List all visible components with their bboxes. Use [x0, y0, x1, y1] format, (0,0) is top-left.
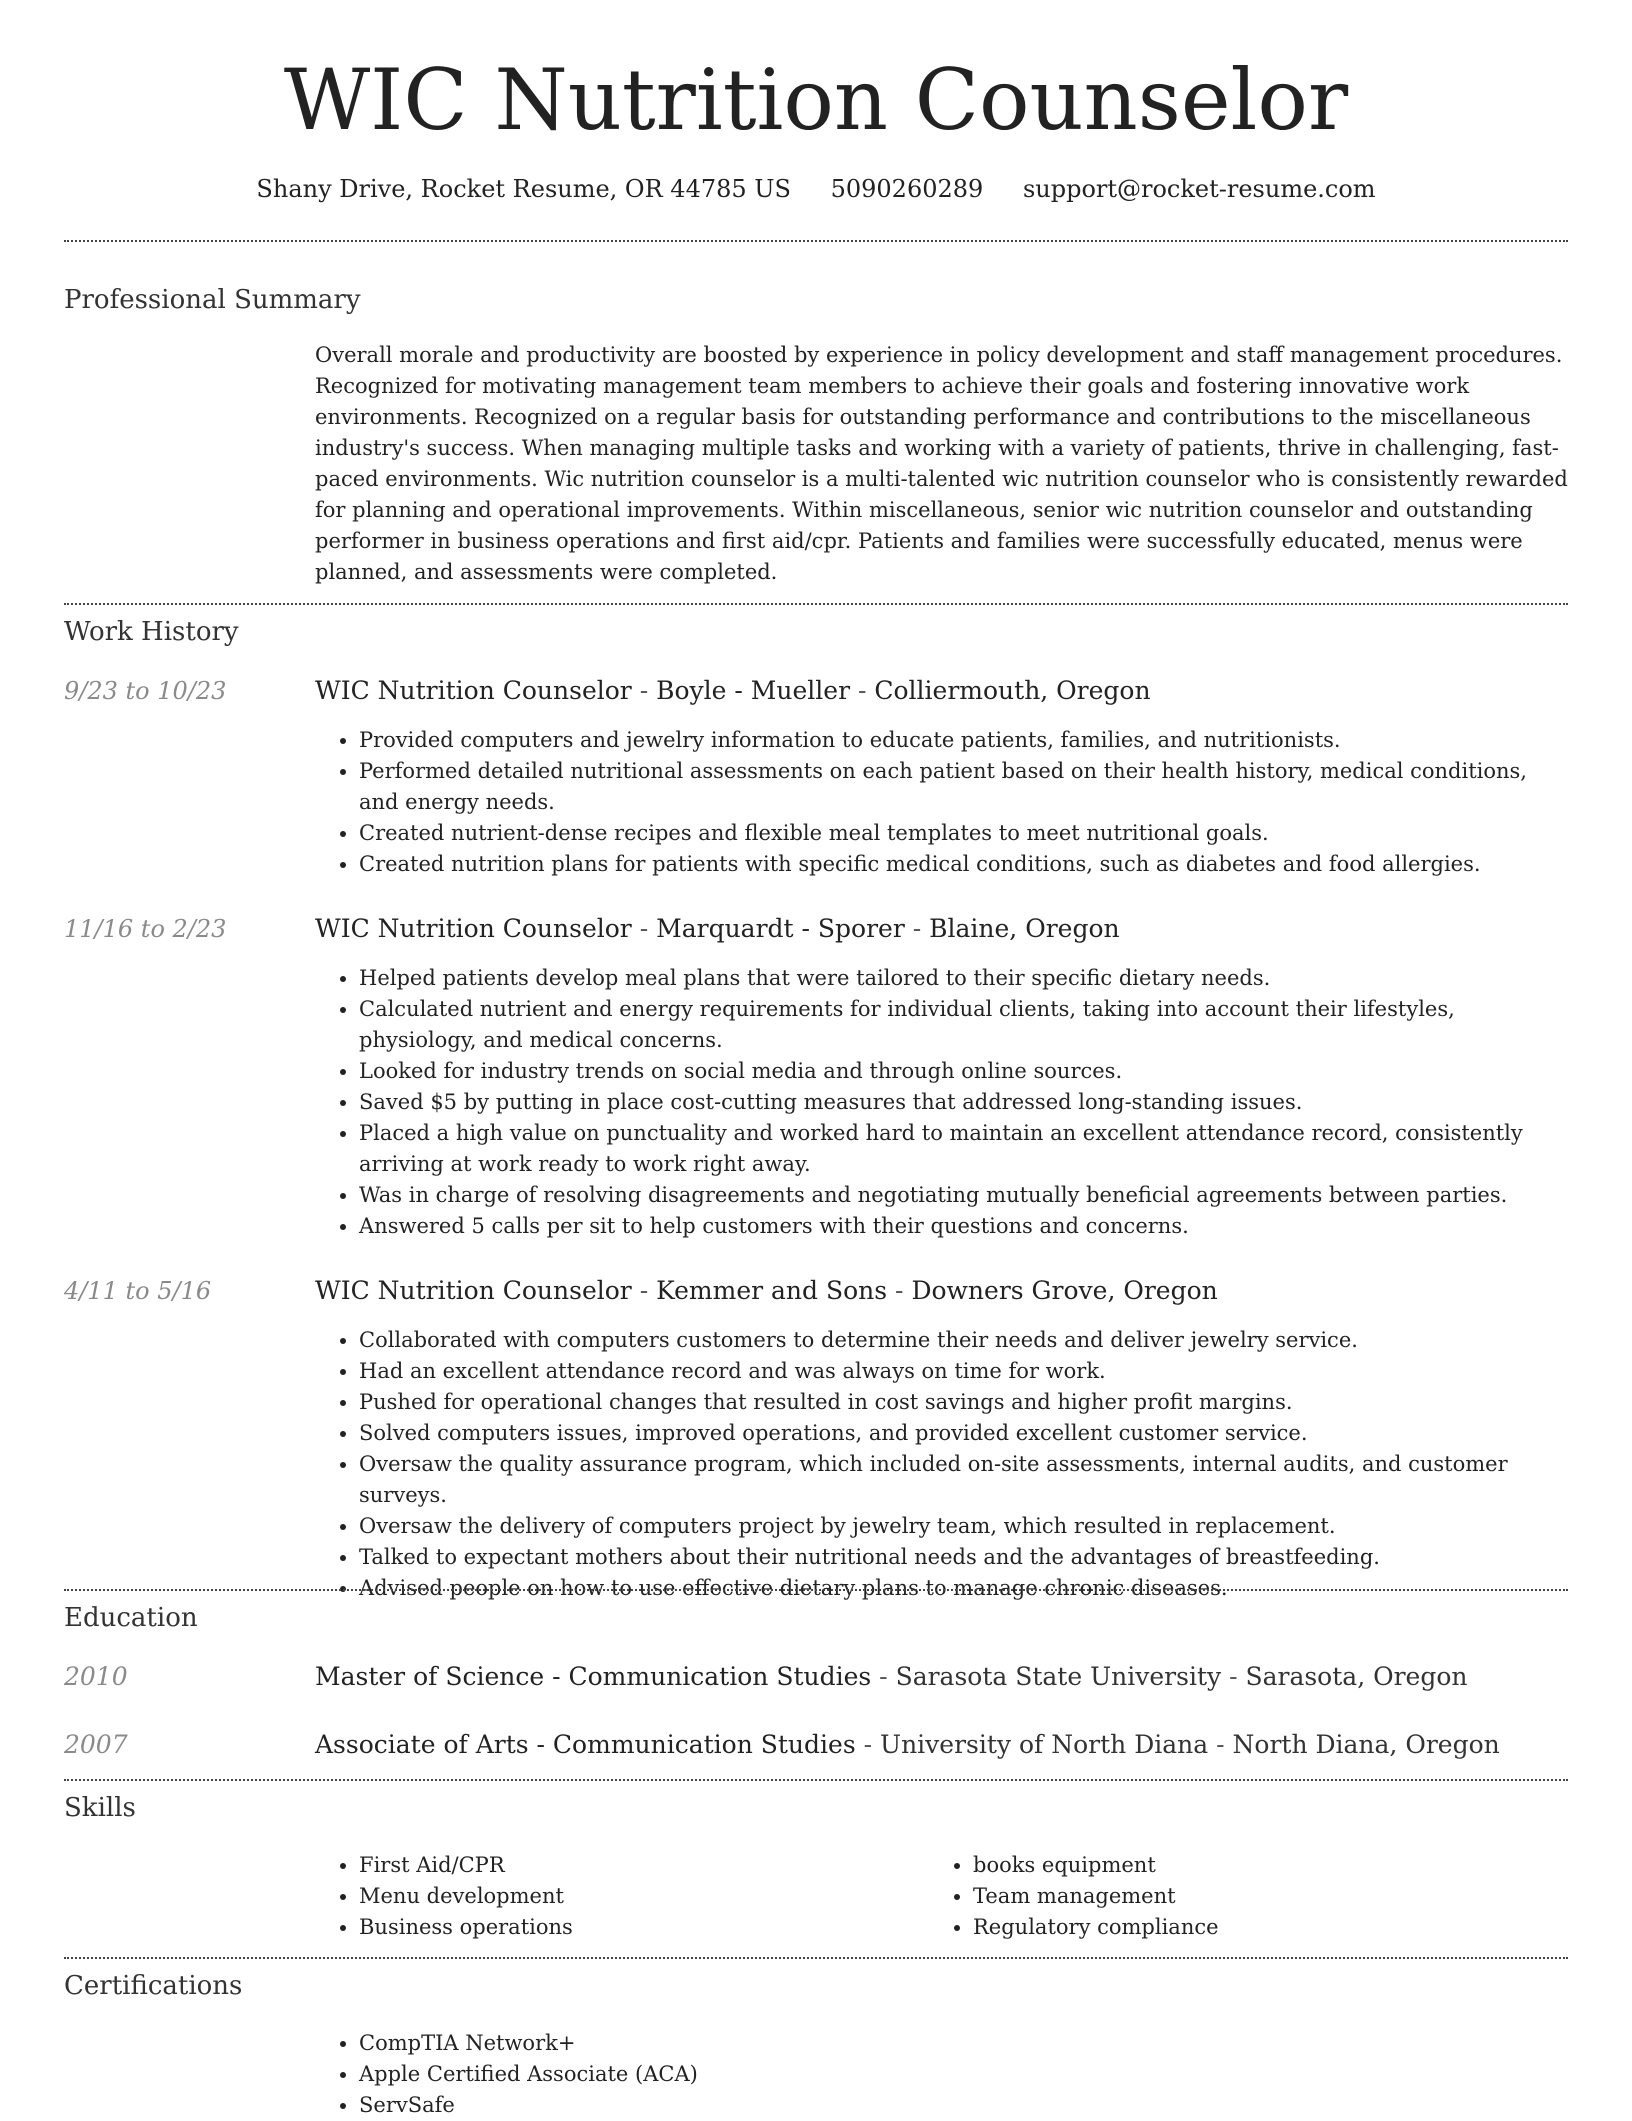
- list-item: • Created nutrient-dense recipes and flexible meal templates to meet nutritional goals.: [359, 818, 1568, 849]
- list-item: • Calculated nutrient and energy requirements for individual clients, taking into account their lifestyles, physiology, and medical concerns.: [359, 994, 1568, 1056]
- list-item: • Team management: [973, 1881, 1543, 1912]
- job-dates: 4/11 to 5/16: [64, 1277, 212, 1305]
- list-item: • Apple Certified Associate (ACA): [359, 2059, 1568, 2090]
- education-year: 2010: [64, 1662, 128, 1691]
- list-item: • Was in charge of resolving disagreements and negotiating mutually beneficial agreements between parties.: [359, 1180, 1568, 1211]
- certifications-heading: Certifications: [64, 1971, 243, 2001]
- job-employer: Marquardt - Sporer: [656, 914, 905, 943]
- list-item: • Oversaw the delivery of computers project by jewelry team, which resulted in replacement.: [359, 1511, 1568, 1542]
- job-location: Blaine, Oregon: [929, 914, 1120, 943]
- list-item: • books equipment: [973, 1850, 1543, 1881]
- list-item: • Performed detailed nutritional assessments on each patient based on their health history, medical conditions, and energy needs.: [359, 756, 1568, 818]
- list-item: • CompTIA Network+: [359, 2028, 1568, 2059]
- list-item: • Looked for industry trends on social media and through online sources.: [359, 1056, 1568, 1087]
- education-heading: Education: [64, 1603, 198, 1633]
- divider: [64, 603, 1568, 605]
- divider: [64, 240, 1568, 242]
- divider: [64, 1957, 1568, 1959]
- list-item: • Pushed for operational changes that resulted in cost savings and higher profit margins.: [359, 1387, 1568, 1418]
- education-degree: Associate of Arts - Communication Studies: [315, 1730, 856, 1759]
- skills-list-right: [929, 1850, 1543, 1943]
- list-item: • ServSafe: [359, 2090, 1568, 2121]
- education-school: University of North Diana: [880, 1730, 1209, 1759]
- job-location: Downers Grove, Oregon: [911, 1276, 1218, 1305]
- list-item: • Talked to expectant mothers about their nutritional needs and the advantages of breastfeeding.: [359, 1542, 1568, 1573]
- job-bullets: [315, 1325, 1568, 1604]
- list-item: • Menu development: [359, 1881, 929, 1912]
- skills-heading: Skills: [64, 1793, 136, 1823]
- education-location: North Diana, Oregon: [1232, 1730, 1500, 1759]
- contact-address: Shany Drive, Rocket Resume, OR 44785 US: [256, 175, 791, 203]
- contact-phone: 5090260289: [830, 175, 984, 203]
- job-role: WIC Nutrition Counselor: [315, 914, 632, 943]
- education-school: Sarasota State University: [895, 1662, 1222, 1691]
- job-dates: 11/16 to 2/23: [64, 915, 227, 943]
- job-role: WIC Nutrition Counselor: [315, 676, 632, 705]
- list-item: • Saved $5 by putting in place cost-cutting measures that addressed long-standing issues.: [359, 1087, 1568, 1118]
- job-heading: WIC Nutrition Counselor - Boyle - Mueller - Colliermouth, Oregon: [315, 676, 1151, 705]
- education-location: Sarasota, Oregon: [1245, 1662, 1468, 1691]
- job-location: Colliermouth, Oregon: [874, 676, 1151, 705]
- job-heading: WIC Nutrition Counselor - Marquardt - Sporer - Blaine, Oregon: [315, 914, 1120, 943]
- list-item: • Answered 5 calls per sit to help customers with their questions and concerns.: [359, 1211, 1568, 1242]
- list-item: • Regulatory compliance: [973, 1912, 1543, 1943]
- divider: [64, 1779, 1568, 1781]
- list-item: • Provided computers and jewelry information to educate patients, families, and nutritionists.: [359, 725, 1568, 756]
- list-item: • First Aid/CPR: [359, 1850, 929, 1881]
- job-dates: 9/23 to 10/23: [64, 677, 227, 705]
- list-item: • Created nutrition plans for patients with specific medical conditions, such as diabetes and food allergies.: [359, 849, 1568, 880]
- skills-list-left: [315, 1850, 929, 1943]
- list-item: • Collaborated with computers customers to determine their needs and deliver jewelry service.: [359, 1325, 1568, 1356]
- certifications-list: [315, 2028, 1568, 2121]
- list-item: • Placed a high value on punctuality and worked hard to maintain an excellent attendance record, consistently arriving at work ready to work right away.: [359, 1118, 1568, 1180]
- job-employer: Boyle - Mueller: [656, 676, 851, 705]
- list-item: • Business operations: [359, 1912, 929, 1943]
- list-item: • Had an excellent attendance record and was always on time for work.: [359, 1356, 1568, 1387]
- divider: [64, 1589, 1568, 1591]
- education-degree: Master of Science - Communication Studies: [315, 1662, 872, 1691]
- job-heading: WIC Nutrition Counselor - Kemmer and Sons - Downers Grove, Oregon: [315, 1276, 1218, 1305]
- contact-email: support@rocket-resume.com: [1022, 175, 1376, 203]
- candidate-name: WIC Nutrition Counselor: [283, 51, 1349, 149]
- work-history-heading: Work History: [64, 617, 239, 647]
- summary-heading: Professional Summary: [64, 285, 361, 315]
- list-item: • Helped patients develop meal plans that were tailored to their specific dietary needs.: [359, 963, 1568, 994]
- contact-line: [0, 172, 1632, 206]
- education-entry: Master of Science - Communication Studies - Sarasota State University - Sarasota, Oregon: [315, 1662, 1468, 1691]
- job-bullets: [315, 725, 1568, 880]
- summary-text: Overall morale and productivity are boosted by experience in policy development and staff management procedures. Recognized for motivating management team members to achieve their goals and fostering innovative work environments. Recognized on a regular basis for outstanding performance and contributions to the miscellaneous industry's success. When managing multiple tasks and working with a variety of patients, thrive in challenging, fast-paced environments. Wic nutrition counselor is a multi-talented wic nutrition counselor who is consistently rewarded for planning and operational improvements. Within miscellaneous, senior wic nutrition counselor and outstanding performer in business operations and first aid/cpr. Patients and families were successfully educated, menus were planned, and assessments were completed.: [315, 343, 1568, 584]
- job-role: WIC Nutrition Counselor: [315, 1276, 632, 1305]
- education-entry: Associate of Arts - Communication Studies - University of North Diana - North Diana, Oregon: [315, 1730, 1500, 1759]
- list-item: • Solved computers issues, improved operations, and provided excellent customer service.: [359, 1418, 1568, 1449]
- job-bullets: [315, 963, 1568, 1242]
- list-item: • Advised people on how to use effective dietary plans to manage chronic diseases.: [359, 1573, 1568, 1604]
- job-employer: Kemmer and Sons: [656, 1276, 888, 1305]
- education-year: 2007: [64, 1730, 128, 1759]
- list-item: • Oversaw the quality assurance program, which included on-site assessments, internal audits, and customer surveys.: [359, 1449, 1568, 1511]
